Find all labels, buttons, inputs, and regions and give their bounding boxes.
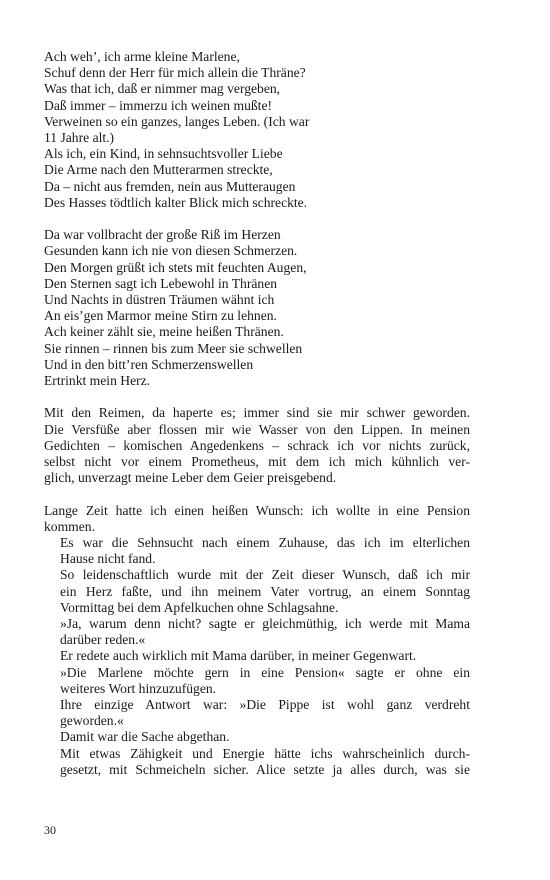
- paragraph: [44, 729, 470, 745]
- poem-line: Den Sternen sagt ich Lebewohl in Thränen: [44, 275, 278, 291]
- paragraph: [44, 535, 470, 567]
- paragraph: [44, 697, 470, 729]
- prose-line: Er redete auch wirklich mit Mama darüber, in meiner Gegenwart.: [60, 648, 417, 664]
- prose-line: ein Herz faßte, und ihn meinem Vater vortrug, an einem Sonntag: [60, 583, 470, 599]
- prose-line: »Ja, warum denn nicht? sagte er gleichmüthig, ich werde mit Mama: [60, 616, 470, 632]
- prose-line: kommen.: [44, 518, 95, 534]
- prose-line: Gedichten – komischen Angedenkens – schrack ich vor nichts zurück,: [44, 437, 470, 453]
- prose-paragraph-reimen: [44, 405, 470, 486]
- paragraph: [44, 567, 470, 616]
- paragraph: [44, 503, 470, 535]
- prose-line: glich, unverzagt meine Leber dem Geier preisgebend.: [44, 470, 337, 486]
- poem-line: An eis’gen Marmor meine Stirn zu lehnen.: [44, 308, 277, 324]
- poem-line: Des Hasses tödtlich kalter Blick mich schreckte.: [44, 194, 308, 210]
- prose-line: weiteres Wort hinzuzufügen.: [60, 680, 217, 696]
- poem-stanza-1: [44, 49, 470, 211]
- poem-stanza-2: [44, 227, 470, 389]
- poem-line: Da war vollbracht der große Riß im Herzen: [44, 227, 281, 243]
- poem-line: Was that ich, daß er nimmer mag vergeben,: [44, 81, 281, 97]
- poem-line: Verweinen so ein ganzes, langes Leben. (Ich war: [44, 113, 310, 129]
- book-page: [44, 49, 470, 778]
- prose-line: Es war die Sehnsucht nach einem Zuhause, das ich im elterlichen: [60, 535, 470, 551]
- section-gap: [44, 389, 470, 405]
- prose-line: geworden.«: [60, 713, 124, 729]
- prose-line: »Die Marlene möchte gern in eine Pension« sagte er ohne ein: [60, 664, 470, 680]
- prose-section-pension: [44, 503, 470, 778]
- prose-line: Mit den Reimen, da haperte es; immer sind sie mir schwer geworden.: [44, 405, 470, 421]
- prose-line: Damit war die Sache abgethan.: [60, 729, 230, 745]
- poem-line: Da – nicht aus fremden, nein aus Mutteraugen: [44, 178, 296, 194]
- poem-line: Gesunden kann ich nie von diesen Schmerzen.: [44, 243, 298, 259]
- paragraph: [44, 648, 470, 664]
- prose-line: gesetzt, mit Schmeicheln sicher. Alice setzte ja alles durch, was sie: [60, 761, 470, 777]
- prose-line: darüber reden.«: [60, 632, 146, 648]
- prose-line: Hause nicht fand.: [60, 551, 156, 567]
- paragraph: [44, 746, 470, 778]
- prose-line: Vormittag bei dem Apfelkuchen ohne Schlagsahne.: [60, 599, 339, 615]
- page-number: 30: [44, 823, 56, 837]
- poem-line: Daß immer – immerzu ich weinen mußte!: [44, 97, 273, 113]
- poem-line: Sie rinnen – rinnen bis zum Meer sie schwellen: [44, 340, 303, 356]
- section-gap: [44, 486, 470, 502]
- prose-line: Ihre einzige Antwort war: »Die Pippe ist wohl ganz verdreht: [60, 697, 470, 713]
- poem-line: Die Arme nach den Mutterarmen streckte,: [44, 162, 273, 178]
- paragraph: [44, 616, 470, 648]
- poem-line: Und in den bitt’ren Schmerzenswellen: [44, 356, 254, 372]
- poem-line: Schuf denn der Herr für mich allein die Thräne?: [44, 65, 306, 81]
- poem-line: Und Nachts in düstren Träumen wähnt ich: [44, 292, 275, 308]
- prose-line: Mit etwas Zähigkeit und Energie hätte ichs wahrscheinlich durch-: [60, 745, 470, 761]
- poem-line: Ertrinkt mein Herz.: [44, 373, 151, 389]
- prose-line: Die Versfüße aber flossen mir wie Wasser von den Lippen. In meinen: [44, 421, 470, 437]
- poem-line: Ach keiner zählt sie, meine heißen Thränen.: [44, 324, 284, 340]
- poem-line: Ach weh’, ich arme kleine Marlene,: [44, 49, 240, 64]
- poem-line: 11 Jahre alt.): [44, 130, 115, 146]
- prose-line: So leidenschaftlich wurde mit der Zeit dieser Wunsch, daß ich mir: [60, 567, 470, 583]
- paragraph: [44, 665, 470, 697]
- poem-line: Als ich, ein Kind, in sehnsuchtsvoller Liebe: [44, 146, 283, 162]
- prose-line: Lange Zeit hatte ich einen heißen Wunsch: ich wollte in eine Pension: [44, 502, 470, 518]
- prose-line: selbst nicht vor einem Prometheus, mit dem ich mich kühnlich ver-: [44, 454, 470, 470]
- poem-line: Den Morgen grüßt ich stets mit feuchten Augen,: [44, 259, 307, 275]
- stanza-gap: [44, 211, 470, 227]
